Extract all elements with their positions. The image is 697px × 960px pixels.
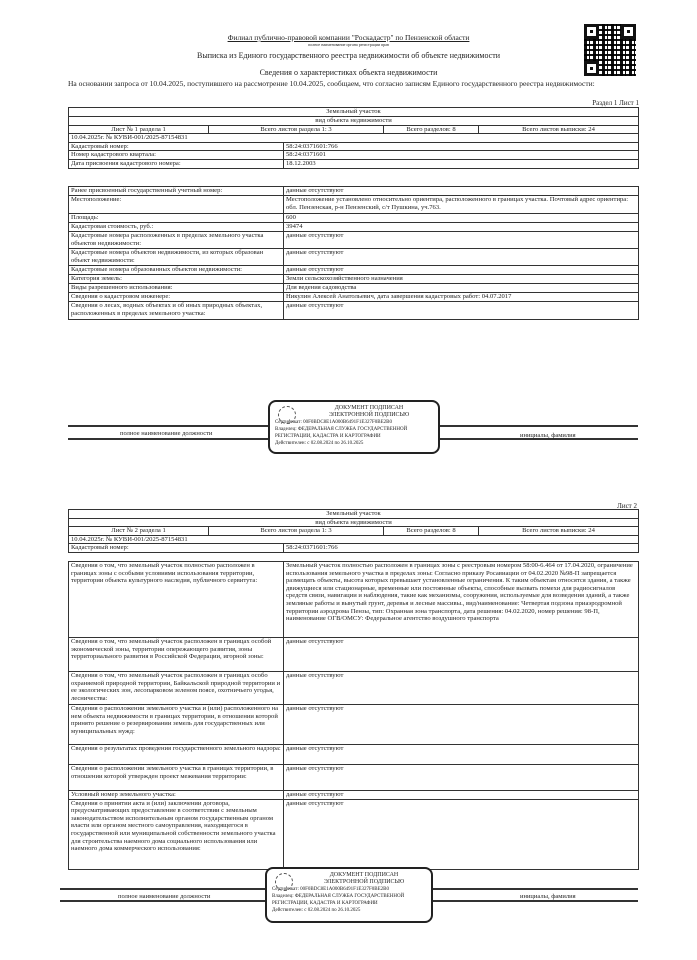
row-value: Местоположение установлено относительно ориентира, расположенного в границах участка. Почтовый адрес ориентира: обл. Пензенская, р-н Пензенский, с/т Пушкина, уч.763. — [284, 196, 639, 214]
row-value: данные отсутствуют — [284, 765, 639, 791]
qr-code — [584, 24, 636, 76]
row-label: Кадастровый номер: — [69, 142, 284, 151]
name-label: инициалы, фамилия — [520, 893, 576, 900]
page-sheet: Лист 2 — [617, 502, 637, 510]
org-name: Филиал публично-правовой компании "Роскадастр" по Пензенской области — [227, 33, 470, 42]
stamp-title: ДОКУМЕНТ ПОДПИСАН — [334, 405, 404, 411]
row-label: Условный номер земельного участка: — [69, 791, 284, 800]
row-label: Площадь: — [69, 214, 284, 223]
stamp-owner: РЕГИСТРАЦИИ, КАДАСТРА И КАРТОГРАФИИ — [275, 434, 381, 439]
stamp-owner: РЕГИСТРАЦИИ, КАДАСТРА И КАРТОГРАФИИ — [272, 901, 378, 906]
table-row — [69, 638, 639, 672]
row-value: 58:24:0371601 — [284, 151, 639, 160]
row-label: Категория земель: — [69, 275, 284, 284]
request-number: 10.04.2025г. № КУВИ-001/2025-87154831 — [69, 535, 639, 544]
table-row — [69, 266, 639, 275]
org-note: полное наименование органа регистрации прав — [308, 42, 389, 47]
row-label: Кадастровые номера объектов недвижимости, из которых образован объект недвижимости: — [69, 249, 284, 266]
document-subtitle: Сведения о характеристиках объекта недвижимости — [259, 68, 438, 77]
object-type: Земельный участок — [69, 108, 639, 117]
total-sections: Всего разделов: 8 — [384, 527, 479, 536]
emblem-icon — [278, 406, 296, 424]
row-label: Местоположение: — [69, 196, 284, 214]
row-label: Номер кадастрового квартала: — [69, 151, 284, 160]
object-type-label: вид объекта недвижимости — [69, 518, 639, 527]
table-row — [69, 293, 639, 302]
table-row — [69, 705, 639, 745]
table-row — [69, 196, 639, 214]
row-label: Кадастровая стоимость, руб.: — [69, 223, 284, 232]
table-row — [69, 187, 639, 196]
name-label: инициалы, фамилия — [520, 432, 576, 439]
e-signature-stamp — [265, 867, 433, 923]
row-label: Сведения о том, что земельный участок расположен в границах особо охраняемой природной территории, Байкальской природной территории и ее экологических зон, лесопарковом зеленом поясе, охотничьего угодья, лесничества: — [69, 672, 284, 705]
table-row — [69, 562, 639, 638]
row-value: данные отсутствуют — [284, 791, 639, 800]
row-value: 58:24:0371601:766 — [284, 142, 639, 151]
position-label: полное наименование должности — [120, 430, 213, 437]
position-label: полное наименование должности — [118, 893, 211, 900]
row-value: Земли сельскохозяйственного назначения — [284, 275, 639, 284]
table-row — [69, 745, 639, 765]
row-label: Сведения о том, что земельный участок полностью расположен в границах зоны с особыми условиями использования территории, территории объекта культурного наследия, публичного сервитута: — [69, 562, 284, 638]
table-row — [69, 232, 639, 249]
row-value: Земельный участок полностью расположен в границах зоны с реестровым номером 58:00-6.464 от 17.04.2020, ограничение использования земельного участка в пределах зоны: Согласно приказу Росавиации от 04.02.2020 №98-П запрещается размещать объекты, высота которых превышает установленные ограничения. К таким объектам относятся здания, а также движущиеся или стационарные, временные или постоянные объекты, способные вызвать помехи для радиосигналов средств связи, навигации и наблюдения, такие как механизмы, сооружения, используемые для возведения зданий, а также земляные работы и вынутый грунт, деревья и лесные массивы., вид/наименование: Четвертая подзона приаэродромной территории аэродрома Пензы, тип: Охранная зона транспорта, дата решения: 04.02.2020, номер решения: 98-П, наименование ОГВ/ОМСУ: Федеральное агентство воздушного транспорта — [284, 562, 639, 638]
table-row — [69, 275, 639, 284]
row-value: 39474 — [284, 223, 639, 232]
table-row — [69, 284, 639, 293]
table-row — [69, 151, 639, 160]
row-value: данные отсутствуют — [284, 745, 639, 765]
object-header-table — [68, 107, 639, 169]
row-label: Дата присвоения кадастрового номера: — [69, 159, 284, 168]
table-row — [69, 214, 639, 223]
table-row — [69, 142, 639, 151]
table-row — [69, 791, 639, 800]
object-type: Земельный участок — [69, 510, 639, 519]
total-sheets-section: Всего листов раздела 1: 3 — [209, 125, 384, 134]
document-title: Выписка из Единого государственного реестра недвижимости об объекте недвижимости — [197, 51, 500, 60]
row-label: Сведения о кадастровом инженере: — [69, 293, 284, 302]
object-type-label: вид объекта недвижимости — [69, 117, 639, 126]
stamp-owner: Владелец: ФЕДЕРАЛЬНАЯ СЛУЖБА ГОСУДАРСТВЕННОЙ — [272, 894, 405, 899]
table-row — [69, 672, 639, 705]
row-value: Никулин Алексей Анатольевич, дата завершения кадастровых работ: 04.07.2017 — [284, 293, 639, 302]
row-label: Кадастровые номера образованных объектов недвижимости: — [69, 266, 284, 275]
stamp-certificate: Сертификат: 00F0BDC8E1A000B6491F1E327F0BE2B0 — [275, 420, 392, 425]
row-label: Виды разрешенного использования: — [69, 284, 284, 293]
emblem-icon — [275, 873, 293, 891]
intro-text: На основании запроса от 10.04.2025, поступившего на рассмотрение 10.04.2025, сообщаем, что согласно записям Единого государственного реестра недвижимости: — [68, 79, 595, 88]
row-label: Ранее присвоенный государственный учетный номер: — [69, 187, 284, 196]
row-label: Сведения о том, что земельный участок расположен в границах особой экономической зоны, территории опережающего развития, зоны территориального развития в Российской Федерации, игорной зоны: — [69, 638, 284, 672]
row-value: 58:24:0371601:766 — [284, 544, 639, 553]
row-label: Сведения о принятии акта и (или) заключении договора, предусматривающих предоставление в соответствии с земельным законодательством исполнительным органом государственным органом власти или органом местного самоуправления, находящегося в государственной или муниципальной собственности земельного участка для строительства наемного дома социального использования или наемного дома коммерческого использования: — [69, 799, 284, 869]
table-row — [69, 302, 639, 320]
stamp-title: ДОКУМЕНТ ПОДПИСАН — [329, 872, 399, 878]
row-value: данные отсутствуют — [284, 266, 639, 275]
row-value: данные отсутствуют — [284, 187, 639, 196]
row-label: Сведения о лесах, водных объектах и об иных природных объектах, расположенных в пределах земельного участка: — [69, 302, 284, 320]
row-value: 18.12.2003 — [284, 159, 639, 168]
row-value: данные отсутствуют — [284, 705, 639, 745]
stamp-title: ЭЛЕКТРОННОЙ ПОДПИСЬЮ — [328, 412, 410, 418]
table-row — [69, 223, 639, 232]
table-row — [69, 799, 639, 869]
sheet-no: Лист № 1 раздела 1 — [69, 125, 209, 134]
stamp-valid: Действителен: с 02.08.2024 по 26.10.2025 — [272, 908, 361, 913]
object-header-table-2 — [68, 509, 639, 553]
section-sheet: Раздел 1 Лист 1 — [592, 99, 639, 107]
table-row — [69, 249, 639, 266]
stamp-certificate: Сертификат: 00F0BDC8E1A000B6491F1E327F0BE2B0 — [272, 887, 389, 892]
total-sections: Всего разделов: 8 — [384, 125, 479, 134]
stamp-title: ЭЛЕКТРОННОЙ ПОДПИСЬЮ — [323, 879, 405, 885]
request-number: 10.04.2025г. № КУВИ-001/2025-87154831 — [69, 134, 639, 143]
e-signature-stamp — [268, 400, 440, 454]
characteristics-table — [68, 186, 639, 320]
row-label: Сведения о расположении земельного участка в границах территории, в отношении которой утвержден проект межевания территории: — [69, 765, 284, 791]
zones-table — [68, 561, 639, 870]
stamp-valid: Действителен: с 02.08.2024 по 26.10.2025 — [275, 441, 364, 446]
row-label: Кадастровый номер: — [69, 544, 284, 553]
row-value: 600 — [284, 214, 639, 223]
row-value: данные отсутствуют — [284, 638, 639, 672]
row-value: данные отсутствуют — [284, 672, 639, 705]
row-value: данные отсутствуют — [284, 799, 639, 869]
row-value: данные отсутствуют — [284, 249, 639, 266]
row-value: данные отсутствуют — [284, 232, 639, 249]
sheet-no: Лист № 2 раздела 1 — [69, 527, 209, 536]
table-row — [69, 159, 639, 168]
row-label: Кадастровые номера расположенных в пределах земельного участка объектов недвижимости: — [69, 232, 284, 249]
row-value: данные отсутствуют — [284, 302, 639, 320]
table-row — [69, 765, 639, 791]
total-sheets-section: Всего листов раздела 1: 3 — [209, 527, 384, 536]
row-value: Для ведения садоводства — [284, 284, 639, 293]
total-sheets: Всего листов выписки: 24 — [479, 527, 639, 536]
stamp-owner: Владелец: ФЕДЕРАЛЬНАЯ СЛУЖБА ГОСУДАРСТВЕННОЙ — [275, 427, 408, 432]
row-label: Сведения о результатах проведения государственного земельного надзора: — [69, 745, 284, 765]
total-sheets: Всего листов выписки: 24 — [479, 125, 639, 134]
row-label: Сведения о расположении земельного участка и (или) расположенного на нем объекта недвижимости в границах территории, в отношении которой принято решение о резервировании земель для государственных или муниципальных нужд: — [69, 705, 284, 745]
